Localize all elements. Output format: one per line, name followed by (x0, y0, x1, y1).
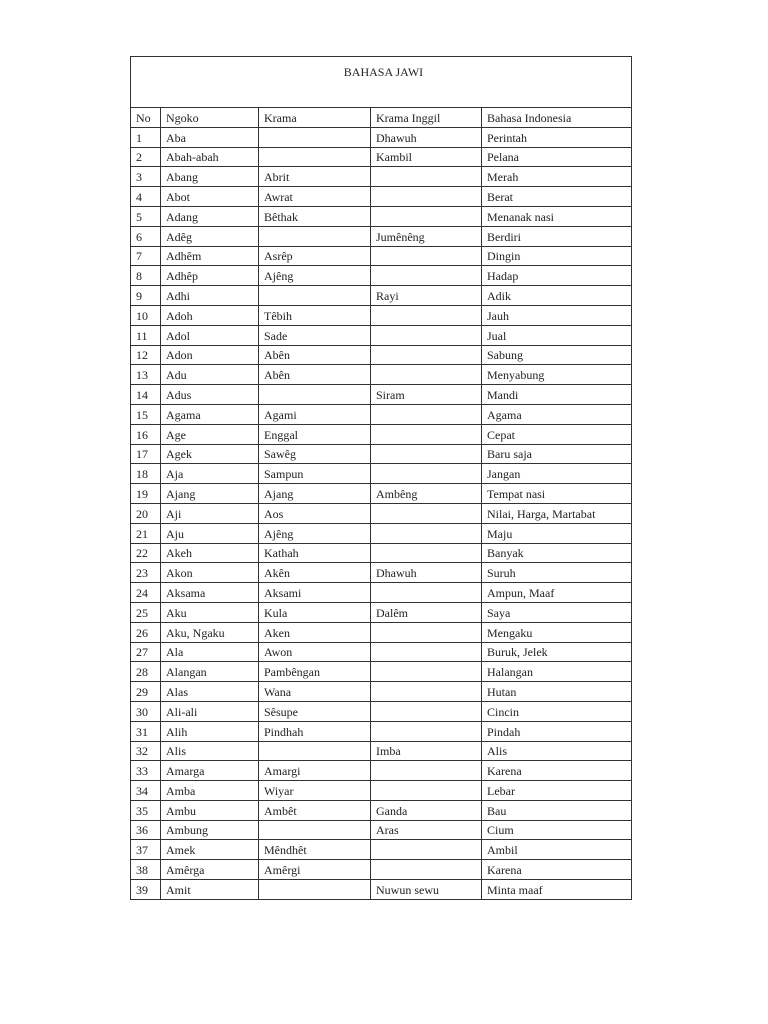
table-row (131, 404, 632, 424)
table-row (131, 721, 632, 741)
cell-no: 14 (131, 385, 161, 405)
cell-no: 38 (131, 860, 161, 880)
cell-no: 9 (131, 286, 161, 306)
cell-no: 20 (131, 503, 161, 523)
cell-krama: Abên (259, 345, 371, 365)
cell-krama-inggil (371, 662, 482, 682)
cell-krama: Amêrgi (259, 860, 371, 880)
cell-ngoko: Agama (161, 404, 259, 424)
document-page (130, 56, 632, 900)
cell-no: 12 (131, 345, 161, 365)
cell-no: 13 (131, 365, 161, 385)
cell-ngoko: Akeh (161, 543, 259, 563)
table-row (131, 602, 632, 622)
header-row (131, 108, 632, 128)
cell-bahasa-indonesia: Perintah (482, 127, 632, 147)
cell-krama: Akên (259, 563, 371, 583)
cell-krama-inggil (371, 543, 482, 563)
table-row (131, 305, 632, 325)
cell-bahasa-indonesia: Menanak nasi (482, 206, 632, 226)
cell-no: 26 (131, 622, 161, 642)
cell-krama-inggil (371, 781, 482, 801)
cell-krama-inggil: Siram (371, 385, 482, 405)
cell-bahasa-indonesia: Suruh (482, 563, 632, 583)
header-ngoko: Ngoko (161, 108, 259, 128)
cell-no: 16 (131, 424, 161, 444)
cell-krama: Sampun (259, 464, 371, 484)
table-row (131, 543, 632, 563)
table-row (131, 682, 632, 702)
cell-ngoko: Agek (161, 444, 259, 464)
cell-bahasa-indonesia: Buruk, Jelek (482, 642, 632, 662)
table-row (131, 444, 632, 464)
cell-krama-inggil (371, 583, 482, 603)
table-row (131, 880, 632, 900)
cell-no: 32 (131, 741, 161, 761)
cell-krama (259, 286, 371, 306)
cell-no: 10 (131, 305, 161, 325)
cell-ngoko: Amarga (161, 761, 259, 781)
cell-bahasa-indonesia: Hutan (482, 682, 632, 702)
cell-krama-inggil (371, 622, 482, 642)
cell-ngoko: Adhêp (161, 266, 259, 286)
cell-ngoko: Aju (161, 523, 259, 543)
cell-bahasa-indonesia: Cincin (482, 701, 632, 721)
cell-ngoko: Alas (161, 682, 259, 702)
cell-krama (259, 741, 371, 761)
cell-bahasa-indonesia: Nilai, Harga, Martabat (482, 503, 632, 523)
cell-bahasa-indonesia: Adik (482, 286, 632, 306)
cell-krama-inggil: Dhawuh (371, 127, 482, 147)
table-row (131, 385, 632, 405)
cell-ngoko: Adoh (161, 305, 259, 325)
cell-no: 30 (131, 701, 161, 721)
cell-ngoko: Ali-ali (161, 701, 259, 721)
cell-krama: Têbih (259, 305, 371, 325)
cell-no: 39 (131, 880, 161, 900)
cell-krama: Wana (259, 682, 371, 702)
table-row (131, 701, 632, 721)
table-body (131, 127, 632, 899)
cell-krama-inggil (371, 424, 482, 444)
table-row (131, 325, 632, 345)
header-krama-inggil: Krama Inggil (371, 108, 482, 128)
cell-krama (259, 226, 371, 246)
cell-no: 37 (131, 840, 161, 860)
table-title: BAHASA JAWI (131, 57, 632, 108)
cell-krama-inggil: Jumênêng (371, 226, 482, 246)
cell-krama: Awon (259, 642, 371, 662)
cell-no: 19 (131, 484, 161, 504)
cell-bahasa-indonesia: Karena (482, 761, 632, 781)
cell-krama-inggil (371, 860, 482, 880)
table-row (131, 583, 632, 603)
title-row (131, 57, 632, 108)
cell-krama-inggil (371, 325, 482, 345)
table-row (131, 662, 632, 682)
cell-krama: Abên (259, 365, 371, 385)
cell-krama: Pindhah (259, 721, 371, 741)
cell-bahasa-indonesia: Saya (482, 602, 632, 622)
table-row (131, 187, 632, 207)
cell-krama: Sade (259, 325, 371, 345)
cell-bahasa-indonesia: Berat (482, 187, 632, 207)
table-row (131, 563, 632, 583)
cell-ngoko: Abah-abah (161, 147, 259, 167)
table-row (131, 424, 632, 444)
cell-bahasa-indonesia: Cium (482, 820, 632, 840)
cell-ngoko: Adang (161, 206, 259, 226)
cell-krama-inggil: Ambêng (371, 484, 482, 504)
cell-no: 5 (131, 206, 161, 226)
cell-krama: Kula (259, 602, 371, 622)
cell-krama-inggil (371, 444, 482, 464)
cell-ngoko: Alangan (161, 662, 259, 682)
cell-krama-inggil (371, 187, 482, 207)
cell-no: 21 (131, 523, 161, 543)
table-row (131, 464, 632, 484)
cell-krama-inggil (371, 523, 482, 543)
table-row (131, 523, 632, 543)
cell-ngoko: Adon (161, 345, 259, 365)
cell-krama: Wiyar (259, 781, 371, 801)
cell-krama-inggil: Kambil (371, 147, 482, 167)
cell-no: 4 (131, 187, 161, 207)
cell-no: 2 (131, 147, 161, 167)
cell-ngoko: Aji (161, 503, 259, 523)
cell-ngoko: Abot (161, 187, 259, 207)
cell-ngoko: Ala (161, 642, 259, 662)
cell-no: 24 (131, 583, 161, 603)
cell-ngoko: Alis (161, 741, 259, 761)
cell-krama-inggil: Imba (371, 741, 482, 761)
cell-krama-inggil: Dalêm (371, 602, 482, 622)
cell-krama: Ambêt (259, 800, 371, 820)
cell-krama: Amargi (259, 761, 371, 781)
header-no: No (131, 108, 161, 128)
cell-no: 8 (131, 266, 161, 286)
vocabulary-table (130, 56, 632, 900)
cell-bahasa-indonesia: Cepat (482, 424, 632, 444)
cell-bahasa-indonesia: Ambil (482, 840, 632, 860)
cell-krama-inggil (371, 305, 482, 325)
cell-krama: Aos (259, 503, 371, 523)
cell-krama-inggil (371, 404, 482, 424)
cell-krama-inggil (371, 840, 482, 860)
cell-ngoko: Aba (161, 127, 259, 147)
cell-krama: Pambêngan (259, 662, 371, 682)
cell-no: 7 (131, 246, 161, 266)
table-row (131, 503, 632, 523)
cell-no: 22 (131, 543, 161, 563)
cell-ngoko: Aku (161, 602, 259, 622)
cell-krama (259, 880, 371, 900)
cell-no: 33 (131, 761, 161, 781)
cell-krama-inggil (371, 246, 482, 266)
cell-bahasa-indonesia: Banyak (482, 543, 632, 563)
cell-krama-inggil (371, 167, 482, 187)
cell-krama-inggil: Nuwun sewu (371, 880, 482, 900)
cell-krama-inggil (371, 642, 482, 662)
cell-krama: Ajêng (259, 266, 371, 286)
cell-bahasa-indonesia: Lebar (482, 781, 632, 801)
cell-ngoko: Ajang (161, 484, 259, 504)
cell-krama (259, 820, 371, 840)
table-row (131, 246, 632, 266)
table-row (131, 206, 632, 226)
cell-bahasa-indonesia: Jauh (482, 305, 632, 325)
table-row (131, 345, 632, 365)
cell-ngoko: Akon (161, 563, 259, 583)
cell-bahasa-indonesia: Halangan (482, 662, 632, 682)
table-row (131, 781, 632, 801)
cell-no: 17 (131, 444, 161, 464)
cell-ngoko: Abang (161, 167, 259, 187)
cell-no: 27 (131, 642, 161, 662)
cell-no: 3 (131, 167, 161, 187)
cell-krama-inggil: Dhawuh (371, 563, 482, 583)
header-bahasa-indonesia: Bahasa Indonesia (482, 108, 632, 128)
table-row (131, 266, 632, 286)
table-row (131, 642, 632, 662)
cell-no: 25 (131, 602, 161, 622)
cell-no: 6 (131, 226, 161, 246)
cell-no: 29 (131, 682, 161, 702)
cell-krama-inggil (371, 682, 482, 702)
cell-bahasa-indonesia: Alis (482, 741, 632, 761)
cell-krama: Sawêg (259, 444, 371, 464)
table-row (131, 741, 632, 761)
cell-ngoko: Adu (161, 365, 259, 385)
cell-no: 35 (131, 800, 161, 820)
cell-krama: Awrat (259, 187, 371, 207)
cell-krama (259, 147, 371, 167)
table-row (131, 226, 632, 246)
cell-bahasa-indonesia: Pelana (482, 147, 632, 167)
cell-krama (259, 385, 371, 405)
cell-bahasa-indonesia: Pindah (482, 721, 632, 741)
cell-krama: Kathah (259, 543, 371, 563)
table-row (131, 761, 632, 781)
cell-krama (259, 127, 371, 147)
cell-krama-inggil (371, 345, 482, 365)
table-row (131, 167, 632, 187)
cell-ngoko: Aja (161, 464, 259, 484)
cell-ngoko: Aku, Ngaku (161, 622, 259, 642)
table-row (131, 147, 632, 167)
cell-krama-inggil (371, 503, 482, 523)
cell-no: 31 (131, 721, 161, 741)
cell-krama: Bêthak (259, 206, 371, 226)
cell-ngoko: Amba (161, 781, 259, 801)
cell-krama: Agami (259, 404, 371, 424)
cell-bahasa-indonesia: Berdiri (482, 226, 632, 246)
cell-bahasa-indonesia: Karena (482, 860, 632, 880)
cell-bahasa-indonesia: Dingin (482, 246, 632, 266)
table-row (131, 365, 632, 385)
cell-ngoko: Ambu (161, 800, 259, 820)
cell-bahasa-indonesia: Sabung (482, 345, 632, 365)
cell-no: 1 (131, 127, 161, 147)
table-row (131, 622, 632, 642)
cell-bahasa-indonesia: Jual (482, 325, 632, 345)
table-row (131, 800, 632, 820)
cell-krama: Aken (259, 622, 371, 642)
cell-krama: Aksami (259, 583, 371, 603)
cell-ngoko: Amit (161, 880, 259, 900)
cell-ngoko: Alih (161, 721, 259, 741)
table-row (131, 840, 632, 860)
cell-krama-inggil (371, 206, 482, 226)
table-row (131, 484, 632, 504)
cell-krama-inggil (371, 464, 482, 484)
cell-bahasa-indonesia: Maju (482, 523, 632, 543)
cell-bahasa-indonesia: Merah (482, 167, 632, 187)
cell-krama-inggil (371, 721, 482, 741)
cell-ngoko: Age (161, 424, 259, 444)
cell-krama-inggil (371, 266, 482, 286)
cell-ngoko: Aksama (161, 583, 259, 603)
cell-ngoko: Amek (161, 840, 259, 860)
cell-krama: Enggal (259, 424, 371, 444)
cell-krama: Sêsupe (259, 701, 371, 721)
cell-krama-inggil (371, 365, 482, 385)
cell-bahasa-indonesia: Jangan (482, 464, 632, 484)
cell-no: 18 (131, 464, 161, 484)
cell-krama-inggil: Aras (371, 820, 482, 840)
cell-bahasa-indonesia: Bau (482, 800, 632, 820)
table-row (131, 820, 632, 840)
table-row (131, 127, 632, 147)
cell-bahasa-indonesia: Hadap (482, 266, 632, 286)
cell-ngoko: Adhêm (161, 246, 259, 266)
cell-krama: Ajang (259, 484, 371, 504)
cell-krama: Asrêp (259, 246, 371, 266)
cell-ngoko: Adêg (161, 226, 259, 246)
cell-krama-inggil: Ganda (371, 800, 482, 820)
cell-no: 15 (131, 404, 161, 424)
header-krama: Krama (259, 108, 371, 128)
cell-bahasa-indonesia: Ampun, Maaf (482, 583, 632, 603)
cell-krama-inggil (371, 701, 482, 721)
cell-bahasa-indonesia: Menyabung (482, 365, 632, 385)
cell-no: 36 (131, 820, 161, 840)
table-row (131, 286, 632, 306)
cell-no: 23 (131, 563, 161, 583)
cell-ngoko: Adus (161, 385, 259, 405)
table-row (131, 860, 632, 880)
cell-bahasa-indonesia: Mandi (482, 385, 632, 405)
cell-bahasa-indonesia: Baru saja (482, 444, 632, 464)
cell-bahasa-indonesia: Tempat nasi (482, 484, 632, 504)
cell-krama: Abrit (259, 167, 371, 187)
cell-krama-inggil: Rayi (371, 286, 482, 306)
cell-no: 34 (131, 781, 161, 801)
cell-ngoko: Amêrga (161, 860, 259, 880)
cell-krama-inggil (371, 761, 482, 781)
cell-ngoko: Ambung (161, 820, 259, 840)
cell-no: 28 (131, 662, 161, 682)
cell-bahasa-indonesia: Minta maaf (482, 880, 632, 900)
cell-krama: Mêndhêt (259, 840, 371, 860)
cell-no: 11 (131, 325, 161, 345)
cell-krama: Ajêng (259, 523, 371, 543)
cell-bahasa-indonesia: Mengaku (482, 622, 632, 642)
cell-bahasa-indonesia: Agama (482, 404, 632, 424)
cell-ngoko: Adhi (161, 286, 259, 306)
cell-ngoko: Adol (161, 325, 259, 345)
